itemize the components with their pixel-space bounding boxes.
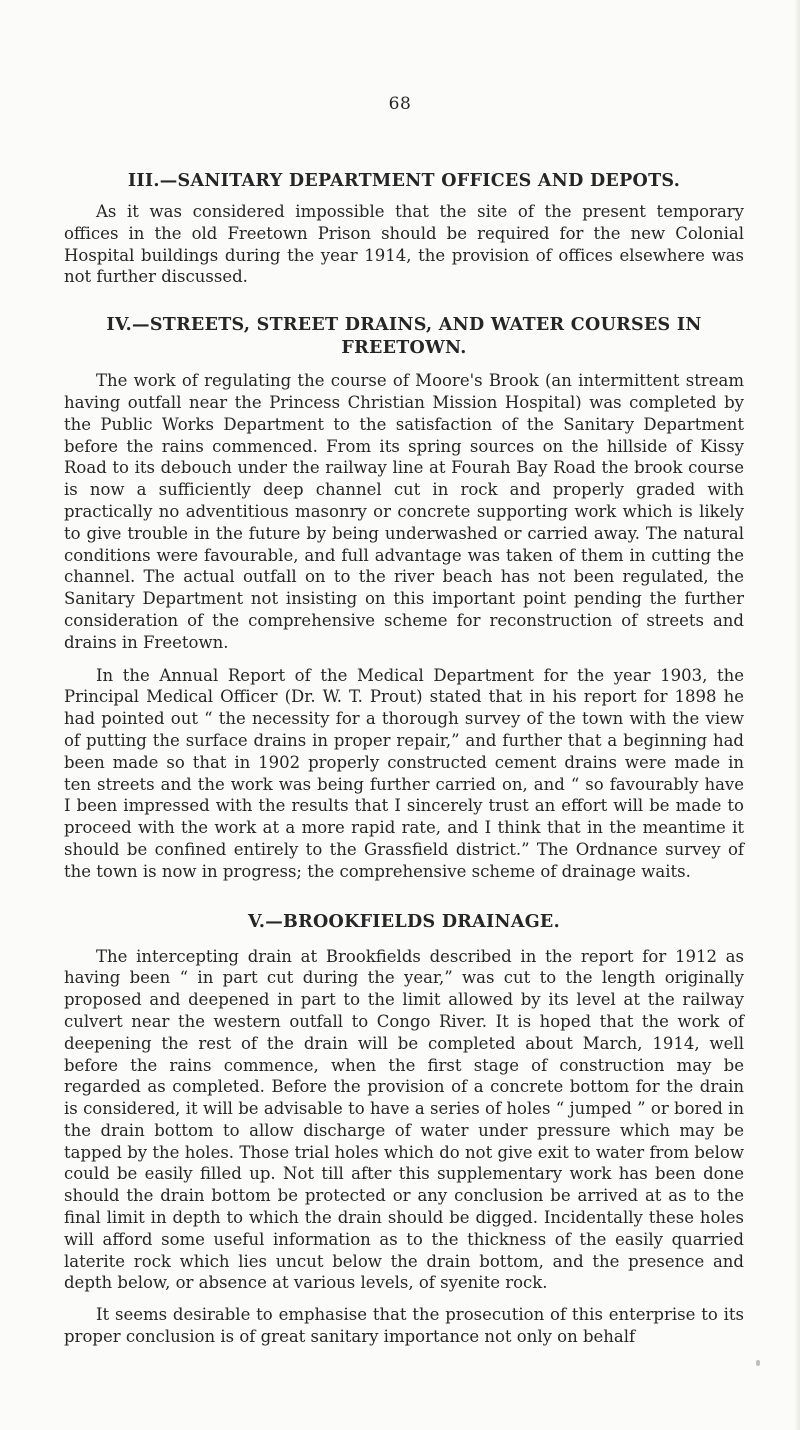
section-heading-brookfields: V.—BROOKFIELDS DRAINAGE. [248,911,560,932]
section-heading-sanitary-offices: III.—SANITARY DEPARTMENT OFFICES AND DEPOTS. [127,171,681,191]
page-edge-shadow [794,0,800,1430]
page-body [64,156,744,1348]
paper-speck [756,1360,760,1366]
section-heading-streets-drains: IV.—STREETS, STREET DRAINS, AND WATER COURSES IN FREETOWN. [106,315,702,359]
paragraph-emphasise: It seems desirable to emphasise that the prosecution of this enterprise to its proper conclusion is of great sanitary importance not only on behalf [64,1305,744,1347]
page-number: 68 [388,94,412,114]
paragraph-annual-report: In the Annual Report of the Medical Department for the year 1903, the Principal Medical Officer (Dr. W. T. Prout) stated that in his report for 1898 he had pointed out “ the necessity for a thorough survey of the town with the view of putting the surface drains in proper repair,” and further that a beginning had been made so that in 1902 properly constructed cement drains were made in ten streets and the work was being further carried on, and “ so favourably have I been impressed with the results that I sincerely trust an effort will be made to proceed with the work at a more rapid rate, and I think that in the meantime it should be confined entirely to the Grassfield district.” The Ordnance survey of the town is now in progress; the comprehensive scheme of drainage waits. [64,665,744,881]
paragraph-offices: As it was considered impossible that the site of the present temporary offices in the old Freetown Prison should be required for the new Colonial Hospital buildings during the year 1914, the provision of offices elsewhere was not further discussed. [64,202,744,287]
paragraph-moores-brook: The work of regulating the course of Moore's Brook (an intermittent stream having outfall near the Princess Christian Mission Hospital) was completed by the Public Works Department to the satisfaction of the Sanitary Department before the rains commenced. From its spring sources on the hillside of Kissy Road to its debouch under the railway line at Fourah Bay Road the brook course is now a sufficiently deep channel cut in rock and properly graded with practically no adventitious masonry or concrete supporting work which is likely to give trouble in the future by being underwashed or carried away. The natural conditions were favourable, and full advantage was taken of them in cutting the channel. The actual outfall on to the river beach has not been regulated, the Sanitary Department not insisting on this important point pending the further consideration of the comprehensive scheme for reconstruction of streets and drains in Freetown. [64,371,744,652]
paragraph-intercepting-drain: The intercepting drain at Brookfields described in the report for 1912 as having been “ in part cut during the year,” was cut to the length originally proposed and deepened in part to the limit allowed by its level at the railway culvert near the western outfall to Congo River. It is hoped that the work of deepening the rest of the drain will be completed about March, 1914, well before the rains commence, when the first stage of construction may be regarded as completed. Before the provision of a concrete bottom for the drain is considered, it will be advisable to have a series of holes “ jumped ” or bored in the drain bottom to allow discharge of water under pressure which may be tapped by the holes. Those trial holes which do not give exit to water from below could be easily filled up. Not till after this supplementary work has been done should the drain bottom be protected or any conclusion be arrived at as to the final limit in depth to which the drain should be digged. Incidentally these holes will afford some useful information as to the thickness of the easily quarried laterite rock which lies uncut below the drain bottom, and the presence and depth below, or absence at various levels, of syenite rock. [64,946,744,1293]
